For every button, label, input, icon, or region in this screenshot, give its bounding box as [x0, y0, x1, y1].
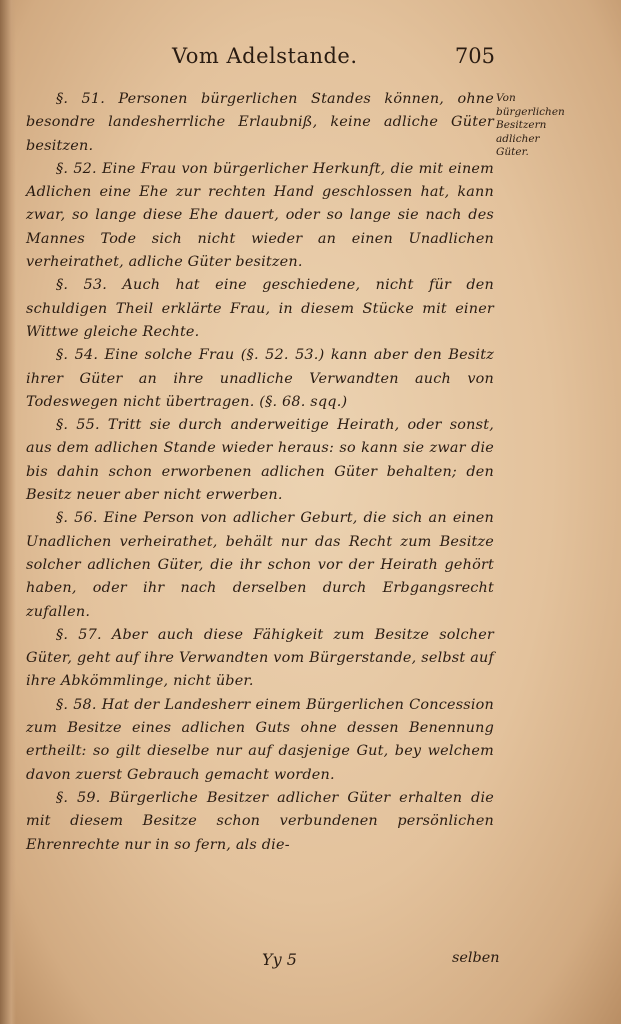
paragraph-59: §. 59. Bürgerliche Besitzer adlicher Güter erhalten die mit diesem Besitze schon verbundenen persönlichen Ehrenrechte nur in so fern, als die-: [26, 789, 494, 853]
running-title: Vom Adelstande.: [172, 44, 358, 68]
paragraph-55: §. 55. Tritt sie durch anderweitige Heirath, oder sonst, aus dem adlichen Stande wieder heraus: so kann sie zwar die bis dahin schon erworbenen adlichen Güter behalten; den Besitz neuer aber nicht erwerben.: [26, 417, 494, 504]
body-text: [26, 88, 494, 857]
paragraph-52: §. 52. Eine Frau von bürgerlicher Herkunft, die mit einem Adlichen eine Ehe zur rechten Hand geschlossen hat, kann zwar, so lange diese Ehe dauert, oder so lange sie nach des Mannes Tode sich nicht wieder an einen Unadlichen verheirathet, adliche Güter besitzen.: [26, 160, 494, 271]
page-number: 705: [454, 44, 495, 68]
margin-note: Von bürgerlichen Besitzern adlicher Güter.: [496, 92, 565, 158]
running-header: [150, 40, 495, 74]
page-gutter-shadow: [0, 0, 16, 1024]
signature-mark: Yy 5: [262, 950, 297, 969]
paragraph-54: §. 54. Eine solche Frau (§. 52. 53.) kann aber den Besitz ihrer Güter an ihre unadliche Verwandten auch von Todeswegen nicht übertragen. (§. 68. sqq.): [26, 347, 494, 410]
catchword: selben: [452, 950, 500, 966]
paragraph-53: §. 53. Auch hat eine geschiedene, nicht für den schuldigen Theil erklärte Frau, in diesem Stücke mit einer Wittwe gleiche Rechte.: [26, 277, 494, 340]
paragraph-58: §. 58. Hat der Landesherr einem Bürgerlichen Concession zum Besitze eines adlichen Guts ohne dessen Benennung ertheilt: so gilt dieselbe nur auf dasjenige Gut, bey welchem davon zuerst Gebrauch gemacht worden.: [26, 696, 494, 783]
paragraph-56: §. 56. Eine Person von adlicher Geburt, die sich an einen Unadlichen verheirathet, behält nur das Recht zum Besitze solcher adlichen Güter, die ihr schon vor der Heirath gehört haben, oder ihr nach derselben durch Erbgangsrecht zufallen.: [26, 510, 494, 620]
paragraph-51: §. 51. Personen bürgerlichen Standes können, ohne besondre landesherrliche Erlaubniß, keine adliche Güter besitzen.: [26, 91, 494, 154]
page-footer: [0, 950, 621, 980]
paragraph-57: §. 57. Aber auch diese Fähigkeit zum Besitze solcher Güter, geht auf ihre Verwandten vom Bürgerstande, selbst auf ihre Abkömmlinge, nicht über.: [26, 626, 494, 690]
